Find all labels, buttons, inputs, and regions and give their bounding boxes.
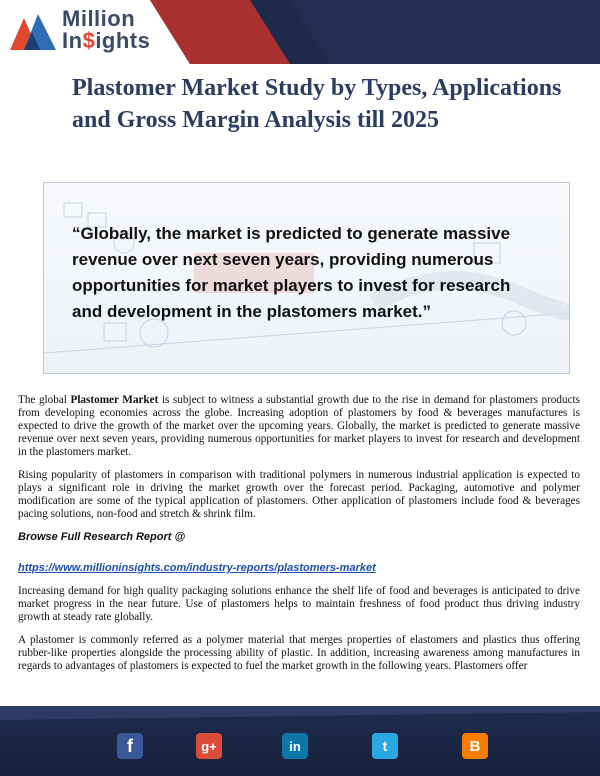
brand-line2-pre: In — [62, 28, 83, 53]
logo-text — [62, 8, 150, 52]
header — [0, 0, 600, 64]
facebook-icon[interactable]: f — [117, 733, 143, 759]
article-body — [18, 394, 580, 683]
paragraph-1-lead: The global — [18, 394, 71, 406]
paragraph-1-rest: is subject to witness a substantial growth due to the rise in demand for plastomers products from developing economies across the globe. Increasing adoption of plastomers by food & beverages manufactures is expected to drive the growth of the market over the upcoming years. Globally, the market is predicted to generate massive revenue over next seven years, providing numerous opportunities for market players to invest for research and development in the plastomers market. — [18, 394, 581, 458]
market-name: Plastomer Market — [70, 394, 159, 406]
paragraph-1 — [18, 394, 580, 459]
footer — [0, 706, 600, 776]
paragraph-2: Rising popularity of plastomers in comparison with traditional polymers in numerous industrial application is expected to plays a significant role in driving the market growth over the forecast period. Packaging, automotive and polymer modification are some of the typical application of plastomers. Other application of plastomers include food & beverages pacing solutions, non-food and stretch & shrink film. — [18, 469, 580, 520]
linkedin-icon[interactable]: in — [282, 733, 308, 759]
brand-line2 — [62, 30, 150, 52]
browse-label: Browse Full Research Report @ — [18, 531, 186, 543]
twitter-icon[interactable]: t — [372, 733, 398, 759]
quote-text: “Globally, the market is predicted to generate massive revenue over next seven years, providing numerous opportunities for market players to invest for research and development in the plastomers market.” — [72, 224, 511, 321]
brand-dollar: $ — [82, 28, 96, 53]
brand-line1: Million — [62, 6, 136, 31]
paragraph-4: A plastomer is commonly referred as a polymer material that merges properties of elastomers and plastics thus offering rubber-like properties alongside the processing ability of plastic. In addition, increasing awareness among manufactures in regards to advantages of plastomers is expected to fuel the market growth in the following years. Plastomers offer — [18, 634, 580, 672]
logo-icon — [8, 10, 58, 52]
report-link[interactable]: https://www.millioninsights.com/industry-reports/plastomers-market — [18, 562, 376, 574]
page-title: Plastomer Market Study by Types, Applications and Gross Margin Analysis till 2025 — [72, 75, 562, 133]
google-plus-icon[interactable]: g+ — [196, 733, 222, 759]
blogger-icon[interactable]: B — [462, 733, 488, 759]
paragraph-3: Increasing demand for high quality packaging solutions enhance the shelf life of food and beverages is anticipated to drive market progress in the near future. Use of plastomers helps to maintain freshness of food product thus driving industry growth at steady rate globally. — [18, 585, 580, 623]
brand-line2-post: ights — [95, 28, 151, 53]
quote-banner — [43, 182, 570, 374]
